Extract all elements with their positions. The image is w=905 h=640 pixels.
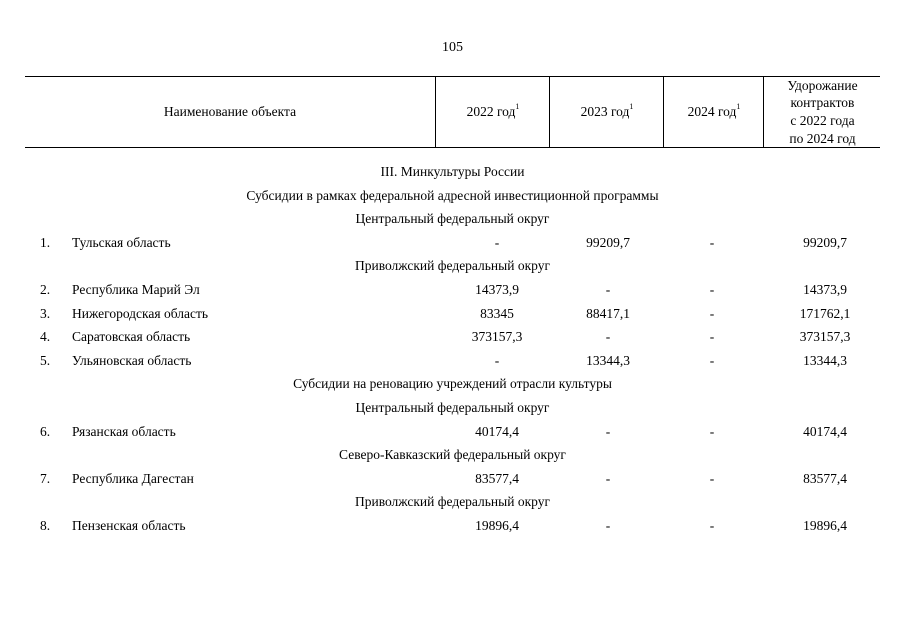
row-number: 1. <box>40 234 51 250</box>
row-value-2024: - <box>709 352 715 368</box>
row-value-2022: - <box>494 352 500 368</box>
header-cost-increase <box>763 77 881 147</box>
row-object-name: Тульская область <box>72 234 171 250</box>
row-cost-increase: 171762,1 <box>799 305 851 321</box>
page-number: 105 <box>442 40 463 55</box>
row-value-2024: - <box>709 423 715 439</box>
row-value-2022: 83577,4 <box>475 470 519 486</box>
row-number: 2. <box>40 282 51 297</box>
row-object-name: Республика Марий Эл <box>72 282 200 297</box>
row-value-2023: 13344,3 <box>586 352 630 368</box>
section-heading: Субсидии на реновацию учреждений отрасли культуры <box>293 376 612 392</box>
header-cost-increase-line: контрактов <box>790 95 855 111</box>
row-cost-increase: 40174,4 <box>803 423 847 439</box>
row-object-name: Республика Дагестан <box>72 470 194 486</box>
header-2022-label: 2022 год <box>466 104 516 119</box>
header-cost-increase-line: Удорожание <box>787 77 858 93</box>
footnote-mark: 1 <box>736 102 741 111</box>
table-row <box>0 329 905 349</box>
row-value-2024: - <box>709 234 715 250</box>
section-heading: Субсидии в рамках федеральной адресной инвестиционной программы <box>246 187 659 203</box>
row-value-2022: 373157,3 <box>471 329 523 345</box>
section-heading: Северо-Кавказский федеральный округ <box>339 447 566 463</box>
header-cost-increase-line: по 2024 год <box>789 130 856 146</box>
row-value-2024: - <box>709 282 715 297</box>
header-2024-label: 2024 год <box>687 104 737 119</box>
row-number: 4. <box>40 329 51 345</box>
row-cost-increase: 99209,7 <box>803 234 847 250</box>
table-row <box>0 424 905 444</box>
row-object-name: Рязанская область <box>72 423 176 439</box>
row-cost-increase: 14373,9 <box>803 282 847 297</box>
section-heading: Приволжский федеральный округ <box>354 494 550 510</box>
row-value-2024: - <box>709 518 715 533</box>
row-object-name: Ульяновская область <box>72 352 192 368</box>
header-2023-label: 2023 год <box>580 104 630 119</box>
row-object-name: Нижегородская область <box>72 305 209 321</box>
header-object-name <box>25 77 435 147</box>
header-2022 <box>435 77 550 147</box>
row-value-2024: - <box>709 470 715 486</box>
footnote-mark: 1 <box>629 102 634 111</box>
row-value-2022: 19896,4 <box>475 518 519 533</box>
row-object-name: Саратовская область <box>72 329 191 345</box>
row-number: 6. <box>40 423 51 439</box>
section-heading: Центральный федеральный округ <box>355 400 550 415</box>
row-value-2022: - <box>494 234 500 250</box>
row-number: 5. <box>40 352 51 368</box>
row-value-2023: - <box>605 518 611 533</box>
table-row <box>0 471 905 491</box>
row-value-2022: 83345 <box>480 305 514 321</box>
row-cost-increase: 19896,4 <box>803 518 847 533</box>
row-value-2023: 88417,1 <box>586 305 630 321</box>
row-cost-increase: 373157,3 <box>799 329 851 345</box>
row-number: 3. <box>40 305 51 321</box>
row-value-2024: - <box>709 329 715 345</box>
table-row <box>0 282 905 302</box>
table-header <box>25 76 880 148</box>
row-value-2023: 99209,7 <box>586 234 630 250</box>
section-heading: Центральный федеральный округ <box>355 211 550 227</box>
row-cost-increase: 83577,4 <box>803 470 847 486</box>
header-object-name-label: Наименование объекта <box>163 104 297 119</box>
row-value-2022: 40174,4 <box>475 423 519 439</box>
table-row <box>0 518 905 538</box>
row-value-2023: - <box>605 282 611 297</box>
row-object-name: Пензенская область <box>72 518 186 533</box>
row-value-2023: - <box>605 423 611 439</box>
row-value-2024: - <box>709 305 715 321</box>
header-cost-increase-line: с 2022 года <box>790 113 855 128</box>
row-number: 8. <box>40 518 51 533</box>
section-heading: III. Минкультуры России <box>380 164 525 179</box>
row-value-2023: - <box>605 470 611 486</box>
header-2023 <box>549 77 664 147</box>
table-row <box>0 235 905 255</box>
header-2024 <box>663 77 764 147</box>
section-heading: Приволжский федеральный округ <box>354 258 550 274</box>
row-value-2022: 14373,9 <box>475 282 519 297</box>
row-cost-increase: 13344,3 <box>803 352 847 368</box>
row-number: 7. <box>40 470 51 486</box>
row-value-2023: - <box>605 329 611 345</box>
table-row <box>0 353 905 373</box>
footnote-mark: 1 <box>515 102 520 111</box>
table-row <box>0 306 905 326</box>
